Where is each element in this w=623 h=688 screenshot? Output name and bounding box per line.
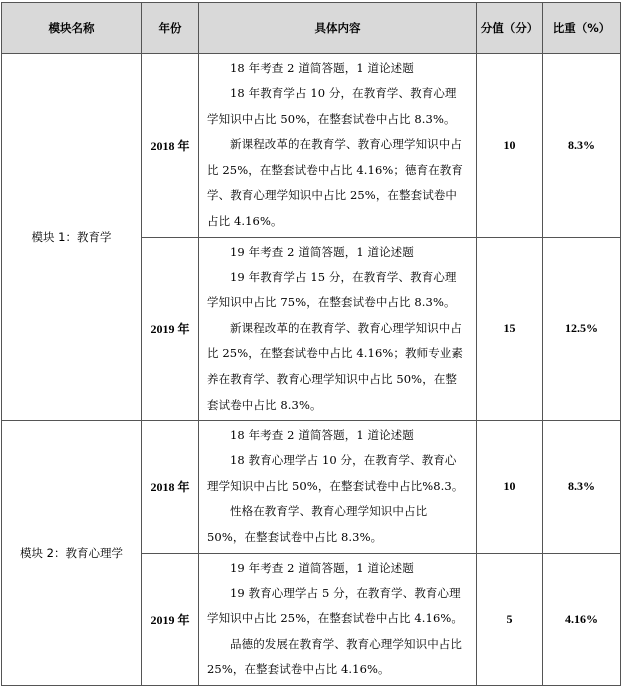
table-row <box>2 54 621 238</box>
content-paragraph: 19 年教育学占 15 分，在教育学、教育心理学知识中占比 75%，在整套试卷中占比 8.3%。 <box>207 269 457 310</box>
header-year: 年份 <box>142 3 199 54</box>
header-score: 分值（分） <box>477 3 543 54</box>
header-module: 模块名称 <box>2 3 142 54</box>
exam-analysis-table <box>1 2 621 686</box>
content-paragraph: 19 年考查 2 道简答题，1 道论述题 <box>230 244 414 259</box>
content-paragraph: 18 年教育学占 10 分，在教育学、教育心理学知识中占比 50%，在整套试卷中占比 8.3%。 <box>207 86 457 126</box>
year-cell: 2019 年 <box>142 237 199 421</box>
year-cell: 2018 年 <box>142 54 199 238</box>
content-cell <box>199 54 477 238</box>
score-cell: 10 <box>477 54 543 238</box>
score-cell: 5 <box>477 553 543 685</box>
content-paragraph: 19 年考查 2 道简答题，1 道论述题 <box>230 560 414 575</box>
score-cell: 15 <box>477 237 543 421</box>
content-cell <box>199 553 477 685</box>
module-name: 模块 1：教育学 <box>2 54 142 421</box>
content-paragraph: 18 教育心理学占 10 分，在教育学、教育心理学知识中占比 50%，在整套试卷中占比%8.3。 <box>207 453 464 493</box>
content-paragraph: 新课程改革的在教育学、教育心理学知识中占比 25%，在整套试卷中占比 4.16%；教师专业素养在教育学、教育心理学知识中占比 50%，在整套试卷中占比 8.3%。 <box>207 320 464 412</box>
content-cell <box>199 237 477 421</box>
content-paragraph: 性格在教育学、教育心理学知识中占比 50%，在整套试卷中占比 8.3%。 <box>207 504 428 544</box>
table-row <box>2 421 621 553</box>
header-ratio: 比重（%） <box>543 3 621 54</box>
content-paragraph: 新课程改革的在教育学、教育心理学知识中占比 25%，在整套试卷中占比 4.16%；德育在教育学、教育心理学知识中占比 25%，在整套试卷中占比 4.16%。 <box>207 137 464 228</box>
ratio-cell: 8.3% <box>543 54 621 238</box>
ratio-cell: 8.3% <box>543 421 621 553</box>
content-cell <box>199 421 477 553</box>
content-paragraph: 品德的发展在教育学、教育心理学知识中占比 25%，在整套试卷中占比 4.16%。 <box>207 636 462 677</box>
year-cell: 2018 年 <box>142 421 199 553</box>
header-content: 具体内容 <box>199 3 477 54</box>
ratio-cell: 4.16% <box>543 553 621 685</box>
content-paragraph: 18 年考查 2 道简答题，1 道论述题 <box>230 428 414 443</box>
ratio-cell: 12.5% <box>543 237 621 421</box>
module-name: 模块 2：教育心理学 <box>2 421 142 686</box>
score-cell: 10 <box>477 421 543 553</box>
content-paragraph: 19 教育心理学占 5 分，在教育学、教育心理学知识中占比 25%，在整套试卷中占比 4.16%。 <box>207 585 464 626</box>
content-paragraph: 18 年考查 2 道简答题，1 道论述题 <box>230 61 414 75</box>
header-row <box>2 3 621 54</box>
year-cell: 2019 年 <box>142 553 199 685</box>
